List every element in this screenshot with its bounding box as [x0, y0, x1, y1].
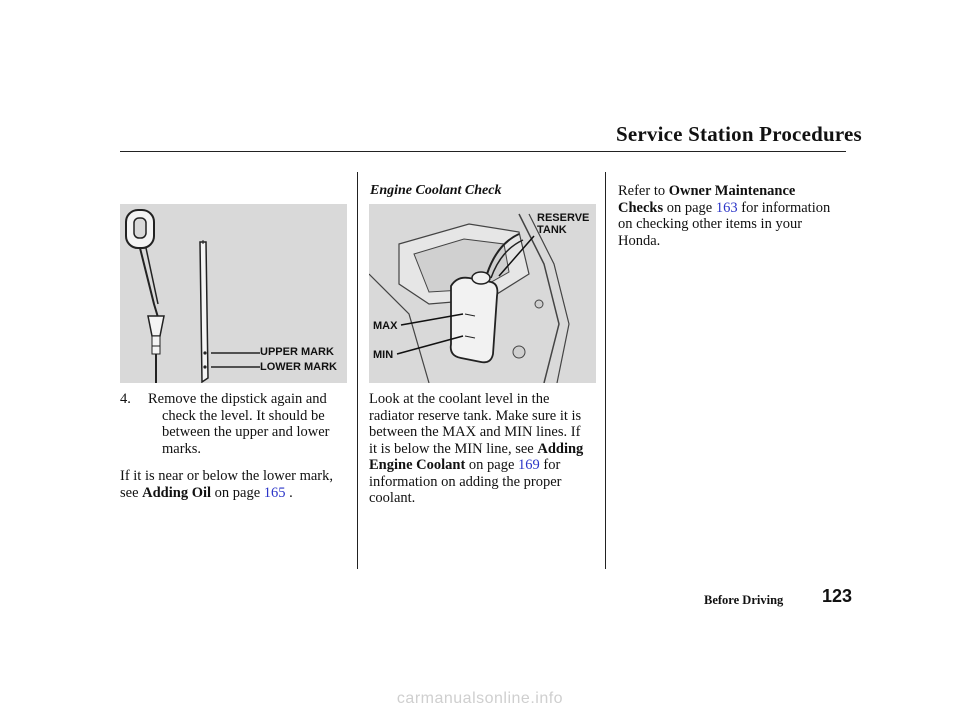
reserve-tank-label: [537, 212, 589, 236]
paragraph-line: If it is near or below the lower mark,: [120, 468, 333, 484]
dipstick-figure: [120, 204, 347, 383]
paragraph-line: between the MAX and MIN lines. If: [369, 424, 581, 440]
step-line: Remove the dipstick again and: [148, 391, 327, 407]
step-4: [120, 391, 352, 457]
text-on-page: on page: [214, 484, 261, 501]
text-run: it is below the MIN line, see: [369, 440, 534, 457]
paragraph-line: Look at the coolant level in the: [369, 391, 550, 407]
text-on-page: on page: [666, 199, 713, 216]
reserve-label-line: RESERVE: [537, 212, 590, 224]
header-rule: [120, 151, 846, 152]
paragraph-line: [369, 441, 601, 458]
paragraph-line: [369, 457, 601, 474]
step-line: between the upper and lower: [162, 424, 330, 440]
page-number: 123: [822, 586, 853, 606]
footer-section-title: Before Driving: [704, 593, 784, 607]
paragraph-line: [120, 485, 352, 502]
paragraph-line: on checking other items in your: [618, 216, 803, 232]
paragraph-line: coolant.: [369, 490, 416, 506]
page-title: Service Station Procedures: [616, 122, 862, 146]
page-link-163[interactable]: 163: [715, 199, 738, 216]
step-line: check the level. It should be: [162, 407, 325, 424]
adding-oil-ref: Adding Oil: [142, 484, 212, 501]
min-label: MIN: [373, 349, 394, 361]
step-line: marks.: [162, 440, 202, 457]
paragraph-line: information on adding the proper: [369, 473, 562, 490]
step-number: 4.: [120, 391, 131, 407]
column-divider-1: [357, 172, 358, 569]
lower-mark-label: LOWER MARK: [260, 361, 337, 373]
owner-maintenance-ref: Owner Maintenance: [668, 183, 796, 199]
left-column-text: [120, 391, 352, 501]
middle-column-text: [369, 391, 601, 507]
upper-mark-label: UPPER MARK: [260, 346, 334, 358]
text-see: see: [120, 484, 139, 501]
text-run: for information: [741, 199, 831, 216]
max-label: MAX: [373, 320, 398, 332]
paragraph-line: [618, 183, 850, 200]
owner-maintenance-ref-cont: Checks: [618, 199, 664, 216]
paragraph-line: Honda.: [618, 232, 661, 249]
text-run: for: [543, 457, 561, 473]
text-on-page: on page: [468, 457, 515, 473]
section-heading-coolant: Engine Coolant Check: [370, 183, 502, 198]
page-link-165[interactable]: 165: [263, 484, 286, 501]
adding-coolant-ref-cont: Engine Coolant: [369, 457, 466, 473]
text-run: Refer to: [618, 183, 666, 199]
watermark: carmanualsonline.info: [396, 690, 564, 707]
lower-mark-paragraph: [120, 468, 352, 501]
page-link-169[interactable]: 169: [518, 457, 540, 473]
paragraph-line: radiator reserve tank. Make sure it is: [369, 407, 582, 424]
tank-label-line: TANK: [537, 224, 567, 236]
adding-coolant-ref: Adding: [537, 440, 584, 457]
coolant-figure: [369, 204, 596, 383]
text-period: .: [289, 484, 293, 501]
right-column-text: [618, 183, 850, 249]
column-divider-2: [605, 172, 606, 569]
paragraph-line: [618, 200, 850, 217]
